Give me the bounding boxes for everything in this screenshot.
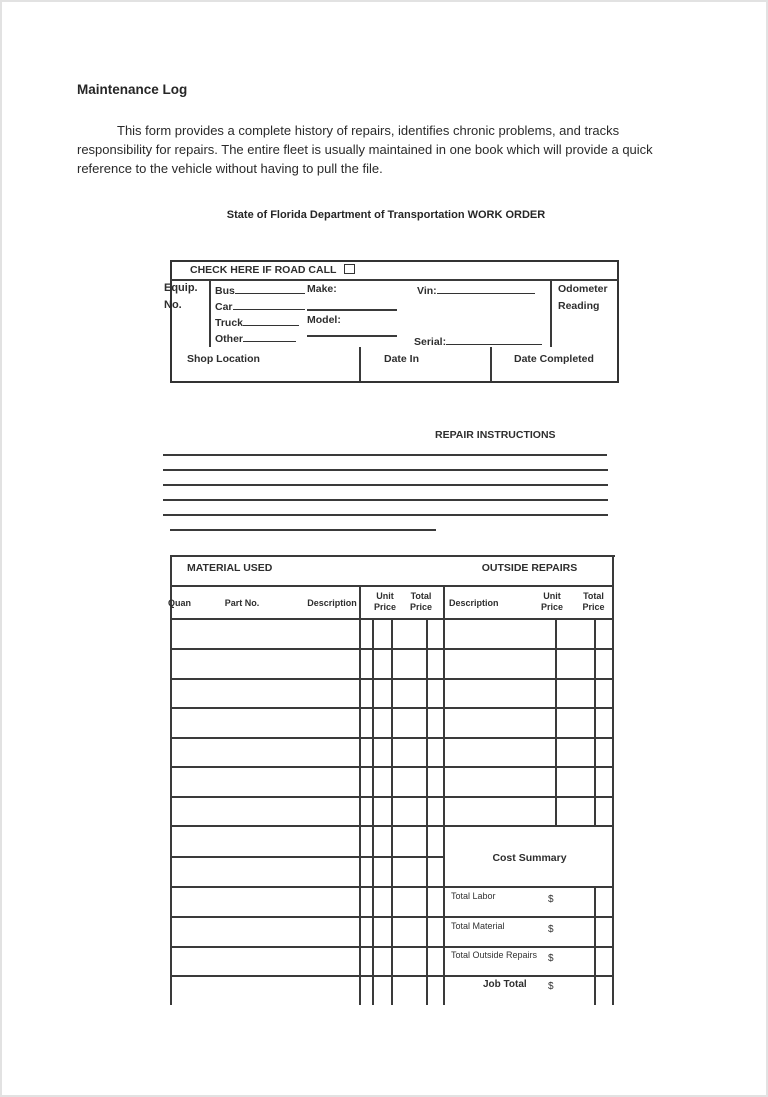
col-quan: Quan xyxy=(168,598,192,608)
no-label: No. xyxy=(164,299,182,311)
table-row-line xyxy=(170,766,614,768)
total-labor-currency: $ xyxy=(548,894,554,905)
repair-writing-line xyxy=(163,514,608,516)
vehicle-type-bus xyxy=(215,283,305,297)
col-part-no: Part No. xyxy=(224,598,260,608)
road-call-text: CHECK HERE IF ROAD CALL xyxy=(190,264,337,276)
model-label: Model: xyxy=(307,314,341,326)
bus-label: Bus xyxy=(215,285,235,297)
car-label: Car xyxy=(215,301,233,313)
col-total-price-right xyxy=(577,591,610,613)
price-text: Price xyxy=(582,602,605,612)
truck-label: Truck xyxy=(215,317,244,329)
make-label: Make: xyxy=(307,283,337,295)
model-fill-line xyxy=(307,335,397,337)
intro-line: responsibility for repairs. The entire fleet is usually maintained in one book which will provide a quick xyxy=(77,142,653,157)
truck-fill-line xyxy=(243,315,299,326)
page-title: Maintenance Log xyxy=(77,82,188,97)
col-description-left: Description xyxy=(307,598,357,608)
job-total-label: Job Total xyxy=(483,979,527,990)
road-call-checkbox-icon xyxy=(344,264,355,274)
form-title: State of Florida Department of Transportation WORK ORDER xyxy=(226,209,546,221)
repair-writing-line xyxy=(163,484,608,486)
table-row-line xyxy=(170,856,445,858)
job-total-currency: $ xyxy=(548,981,554,992)
price-text: Price xyxy=(373,602,397,612)
total-text: Total xyxy=(410,591,432,601)
shop-location-label: Shop Location xyxy=(187,353,260,365)
outside-repairs-header: OUTSIDE REPAIRS xyxy=(481,562,578,574)
date-completed-label: Date Completed xyxy=(514,353,594,365)
intro-paragraph xyxy=(77,121,653,178)
serial-fill-line xyxy=(446,334,542,345)
total-material-currency: $ xyxy=(548,924,554,935)
box-divider xyxy=(490,347,492,381)
vehicle-type-other xyxy=(215,331,296,345)
equip-label: Equip. xyxy=(164,282,198,294)
box-divider xyxy=(359,347,361,381)
table-row-line xyxy=(170,886,614,888)
repair-writing-line xyxy=(170,529,436,531)
table-row-line xyxy=(170,678,614,680)
table-row-line xyxy=(170,737,614,739)
reading-label: Reading xyxy=(558,300,600,312)
unit-text: Unit xyxy=(376,591,394,601)
date-in-label: Date In xyxy=(384,353,420,365)
table-row-line xyxy=(170,796,614,798)
table-row-line xyxy=(170,707,614,709)
table-column-line xyxy=(594,619,596,825)
table-border-right xyxy=(612,555,614,1005)
box-divider xyxy=(209,279,211,347)
car-fill-line xyxy=(233,299,305,310)
col-description-right: Description xyxy=(449,598,499,608)
total-labor-label: Total Labor xyxy=(451,891,496,901)
table-row-line xyxy=(170,946,614,948)
table-header-line xyxy=(170,585,614,587)
bus-fill-line xyxy=(235,283,305,294)
material-used-header: MATERIAL USED xyxy=(187,562,273,574)
vehicle-type-truck xyxy=(215,315,299,329)
odometer-label: Odometer xyxy=(558,283,608,295)
vin-label xyxy=(417,283,535,297)
table-border-top xyxy=(170,555,615,557)
repair-instructions-title: REPAIR INSTRUCTIONS xyxy=(435,429,556,441)
serial-label xyxy=(414,334,542,348)
intro-line: reference to the vehicle without having to pull the file. xyxy=(77,161,383,176)
total-outside-repairs-label: Total Outside Repairs xyxy=(451,950,538,960)
make-fill-line xyxy=(307,309,397,311)
price-text: Price xyxy=(540,602,564,612)
price-text: Price xyxy=(409,602,433,612)
road-call-label xyxy=(190,263,355,276)
total-outside-repairs-currency: $ xyxy=(548,953,554,964)
repair-writing-line xyxy=(163,469,608,471)
total-text: Total xyxy=(583,591,604,601)
table-row-line xyxy=(170,825,614,827)
col-unit-price-left xyxy=(371,591,399,613)
serial-text: Serial: xyxy=(414,336,447,348)
other-fill-line xyxy=(243,331,296,342)
table-row-line xyxy=(170,648,614,650)
col-unit-price-right xyxy=(536,591,568,613)
total-material-label: Total Material xyxy=(451,921,505,931)
table-column-line xyxy=(555,619,557,825)
other-label: Other xyxy=(215,333,244,345)
unit-text: Unit xyxy=(543,591,561,601)
intro-line: This form provides a complete history of repairs, identifies chronic problems, and tracks xyxy=(117,123,620,138)
box-divider xyxy=(170,279,619,281)
table-row-line xyxy=(170,916,614,918)
box-divider xyxy=(550,279,552,347)
table-row-line xyxy=(170,975,614,977)
vin-fill-line xyxy=(437,283,535,294)
repair-writing-line xyxy=(163,454,607,456)
vehicle-type-car xyxy=(215,299,305,313)
repair-writing-line xyxy=(163,499,608,501)
cost-summary-title: Cost Summary xyxy=(492,852,567,864)
table-border-left xyxy=(170,555,172,1005)
col-total-price-left xyxy=(404,591,438,613)
vin-text: Vin: xyxy=(417,285,437,297)
